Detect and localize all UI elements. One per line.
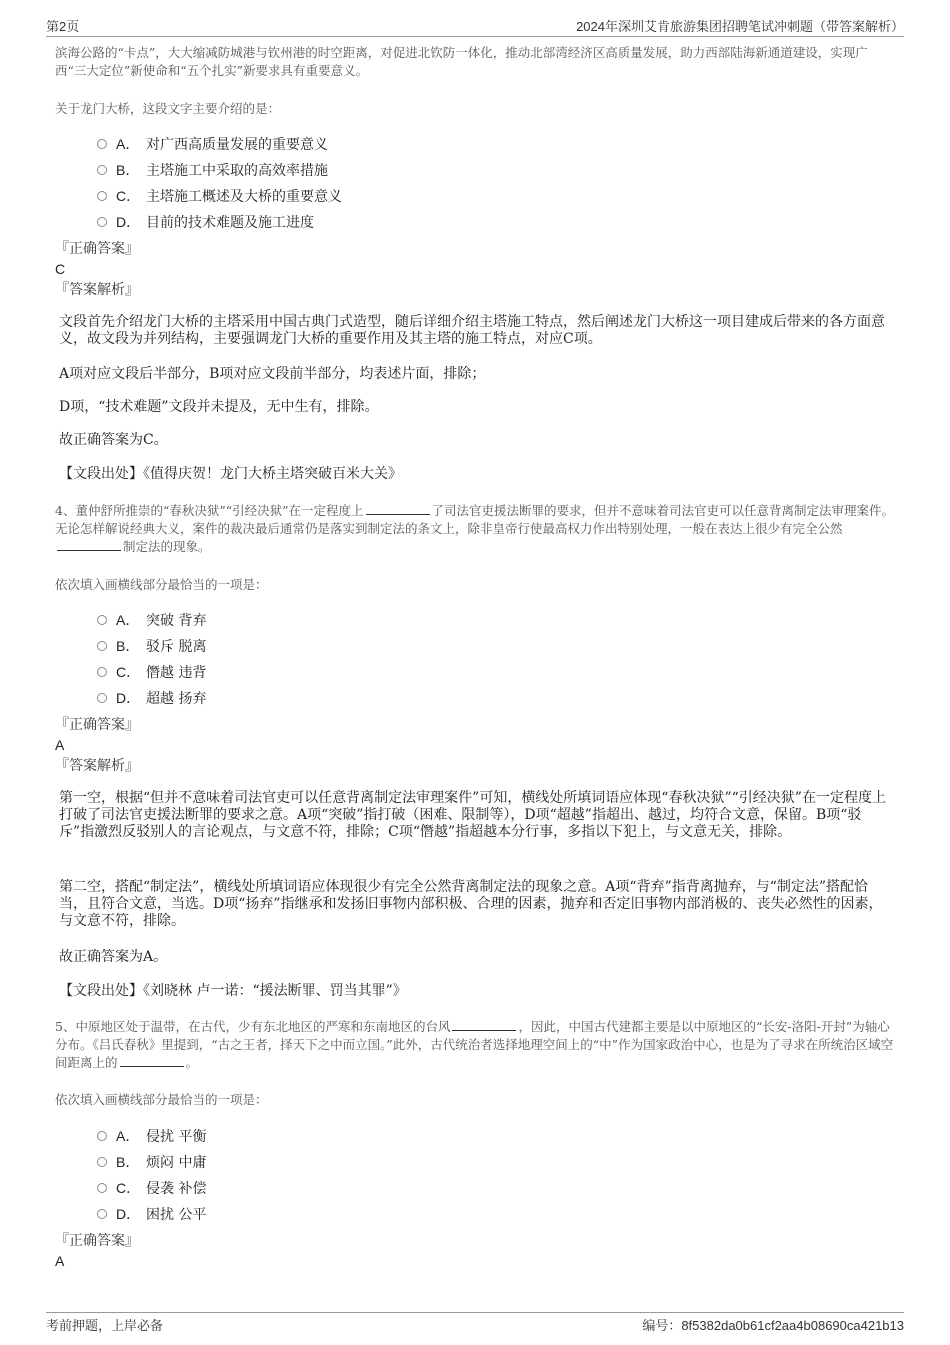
q3-analysis-p1: 文段首先介绍龙门大桥的主塔采用中国古典门式造型，随后详细介绍主塔施工特点，然后阐述龙门大桥这一项目建成后带来的各方面意义，故文段为并列结构，主要强调龙门大桥的重要作用及其主塔的施工特点，对应C项。 (59, 314, 885, 347)
radio-icon[interactable] (97, 1131, 107, 1141)
blank-line (120, 1054, 184, 1067)
radio-icon[interactable] (97, 1209, 107, 1219)
q3-analysis-p4: 故正确答案为C。 (59, 432, 168, 448)
page-footer (46, 1312, 904, 1335)
q5-option-c[interactable]: C． 侵袭 补偿 (97, 1175, 797, 1201)
radio-icon[interactable] (97, 1183, 107, 1193)
q4-analysis-label: 『答案解析』 (55, 758, 139, 774)
q3-option-d[interactable]: D． 目前的技术难题及施工进度 (97, 209, 797, 235)
q4-source: 【文段出处】《刘晓林 卢一诺：“援法断罪、罚当其罪”》 (59, 983, 407, 999)
q4-option-c[interactable]: C． 僭越 违背 (97, 659, 797, 685)
page-header (46, 14, 904, 37)
q3-analysis-p3: D项，“技术难题”文段并未提及，无中生有，排除。 (59, 399, 379, 415)
radio-icon[interactable] (97, 1157, 107, 1167)
blank-line (57, 538, 121, 551)
q5-option-d[interactable]: D． 困扰 公平 (97, 1201, 797, 1227)
q4-option-b[interactable]: B． 驳斥 脱离 (97, 633, 797, 659)
q4-question: 依次填入画横线部分最恰当的一项是： (55, 577, 268, 592)
q3-analysis-label: 『答案解析』 (55, 282, 139, 298)
q3-answer: C (55, 261, 66, 277)
q3-options (97, 131, 797, 235)
q5-question: 依次填入画横线部分最恰当的一项是： (55, 1092, 268, 1107)
q3-source: 【文段出处】《值得庆贺！龙门大桥主塔突破百米大关》 (59, 466, 402, 482)
q4-option-a[interactable]: A． 突破 背弃 (97, 607, 797, 633)
radio-icon[interactable] (97, 191, 107, 201)
q4-options (97, 607, 797, 711)
document-code: 编号：8f5382da0b61cf2aa4b08690ca421b13 (642, 1318, 904, 1333)
q3-option-b[interactable]: B． 主塔施工中采取的高效率措施 (97, 157, 797, 183)
radio-icon[interactable] (97, 641, 107, 651)
page-number: 第2页 (46, 19, 80, 34)
q3-question: 关于龙门大桥，这段文字主要介绍的是： (55, 101, 281, 116)
radio-icon[interactable] (97, 139, 107, 149)
document-title: 2024年深圳艾肯旅游集团招聘笔试冲刺题（带答案解析） (576, 19, 904, 34)
q5-answer-label: 『正确答案』 (55, 1233, 139, 1249)
q4-option-d[interactable]: D． 超越 扬弃 (97, 685, 797, 711)
q5-option-b[interactable]: B． 烦闷 中庸 (97, 1149, 797, 1175)
q5-option-a[interactable]: A． 侵扰 平衡 (97, 1123, 797, 1149)
blank-line (452, 1018, 516, 1031)
q5-stem: 5、中原地区处于温带，在古代，少有东北地区的严寒和东南地区的台风 ，因此，中国古代建都主要是以中原地区的“长安-洛阳-开封”为轴心分布。《吕氏春秋》里提到，“古之王者，择天下之中而立国。”此外，古代统治者选择地理空间上的“中”作为国家政治中心，也是为了寻求在所统治区域空间距离上的 。 (55, 1019, 894, 1070)
q4-analysis-p2: 第二空，搭配“制定法”，横线处所填词语应体现很少有完全公然背离制定法的现象之意。A项“背弃”指背离抛弃，与“制定法”搭配恰当，且符合文意，当选。D项“扬弃”指继承和发扬旧事物内部积极、合理的因素，抛弃和否定旧事物内部消极的、丧失必然性的因素，与文意不符，排除。 (59, 879, 883, 929)
q3-option-a[interactable]: A． 对广西高质量发展的重要意义 (97, 131, 797, 157)
blank-line (366, 502, 430, 515)
radio-icon[interactable] (97, 165, 107, 175)
radio-icon[interactable] (97, 693, 107, 703)
q5-answer: A (55, 1253, 65, 1269)
q3-passage-tail: 滨海公路的“卡点”，大大缩减防城港与钦州港的时空距离，对促进北钦防一体化，推动北部湾经济区高质量发展，助力西部陆海新通道建设，实现广西“三大定位”新使命和“五个扎实”新要求具有重要意义。 (55, 45, 868, 78)
radio-icon[interactable] (97, 217, 107, 227)
q5-options (97, 1123, 797, 1227)
q3-answer-label: 『正确答案』 (55, 241, 139, 257)
q4-stem: 4、董仲舒所推崇的“春秋决狱”“引经决狱”在一定程度上 了司法官吏援法断罪的要求，但并不意味着司法官吏可以任意背离制定法审理案件。无论怎样解说经典大义，案件的裁决最后通常仍是落实到制定法的条文上，除非皇帝行使最高权力作出特别处理，一般在表达上很少有完全公然制定法的现象。 (55, 503, 895, 554)
radio-icon[interactable] (97, 667, 107, 677)
q4-answer: A (55, 737, 65, 753)
q4-analysis-p3: 故正确答案为A。 (59, 949, 168, 965)
q3-analysis-p2: A项对应文段后半部分，B项对应文段前半部分，均表述片面，排除； (59, 366, 486, 382)
footer-slogan: 考前押题，上岸必备 (46, 1318, 164, 1333)
q3-option-c[interactable]: C． 主塔施工概述及大桥的重要意义 (97, 183, 797, 209)
q4-analysis-p1: 第一空，根据“但并不意味着司法官吏可以任意背离制定法审理案件”可知，横线处所填词语应体现“春秋决狱”“引经决狱”在一定程度上打破了司法官吏援法断罪的要求之意。A项“突破”指打破（困难、限制等），D项“超越”指超出、越过，均符合文意，保留。B项“驳斥”指激烈反驳别人的言论观点，与文意不符，排除；C项“僭越”指超越本分行事，多指以下犯上，与文意无关，排除。 (59, 790, 886, 840)
q4-answer-label: 『正确答案』 (55, 717, 139, 733)
radio-icon[interactable] (97, 615, 107, 625)
